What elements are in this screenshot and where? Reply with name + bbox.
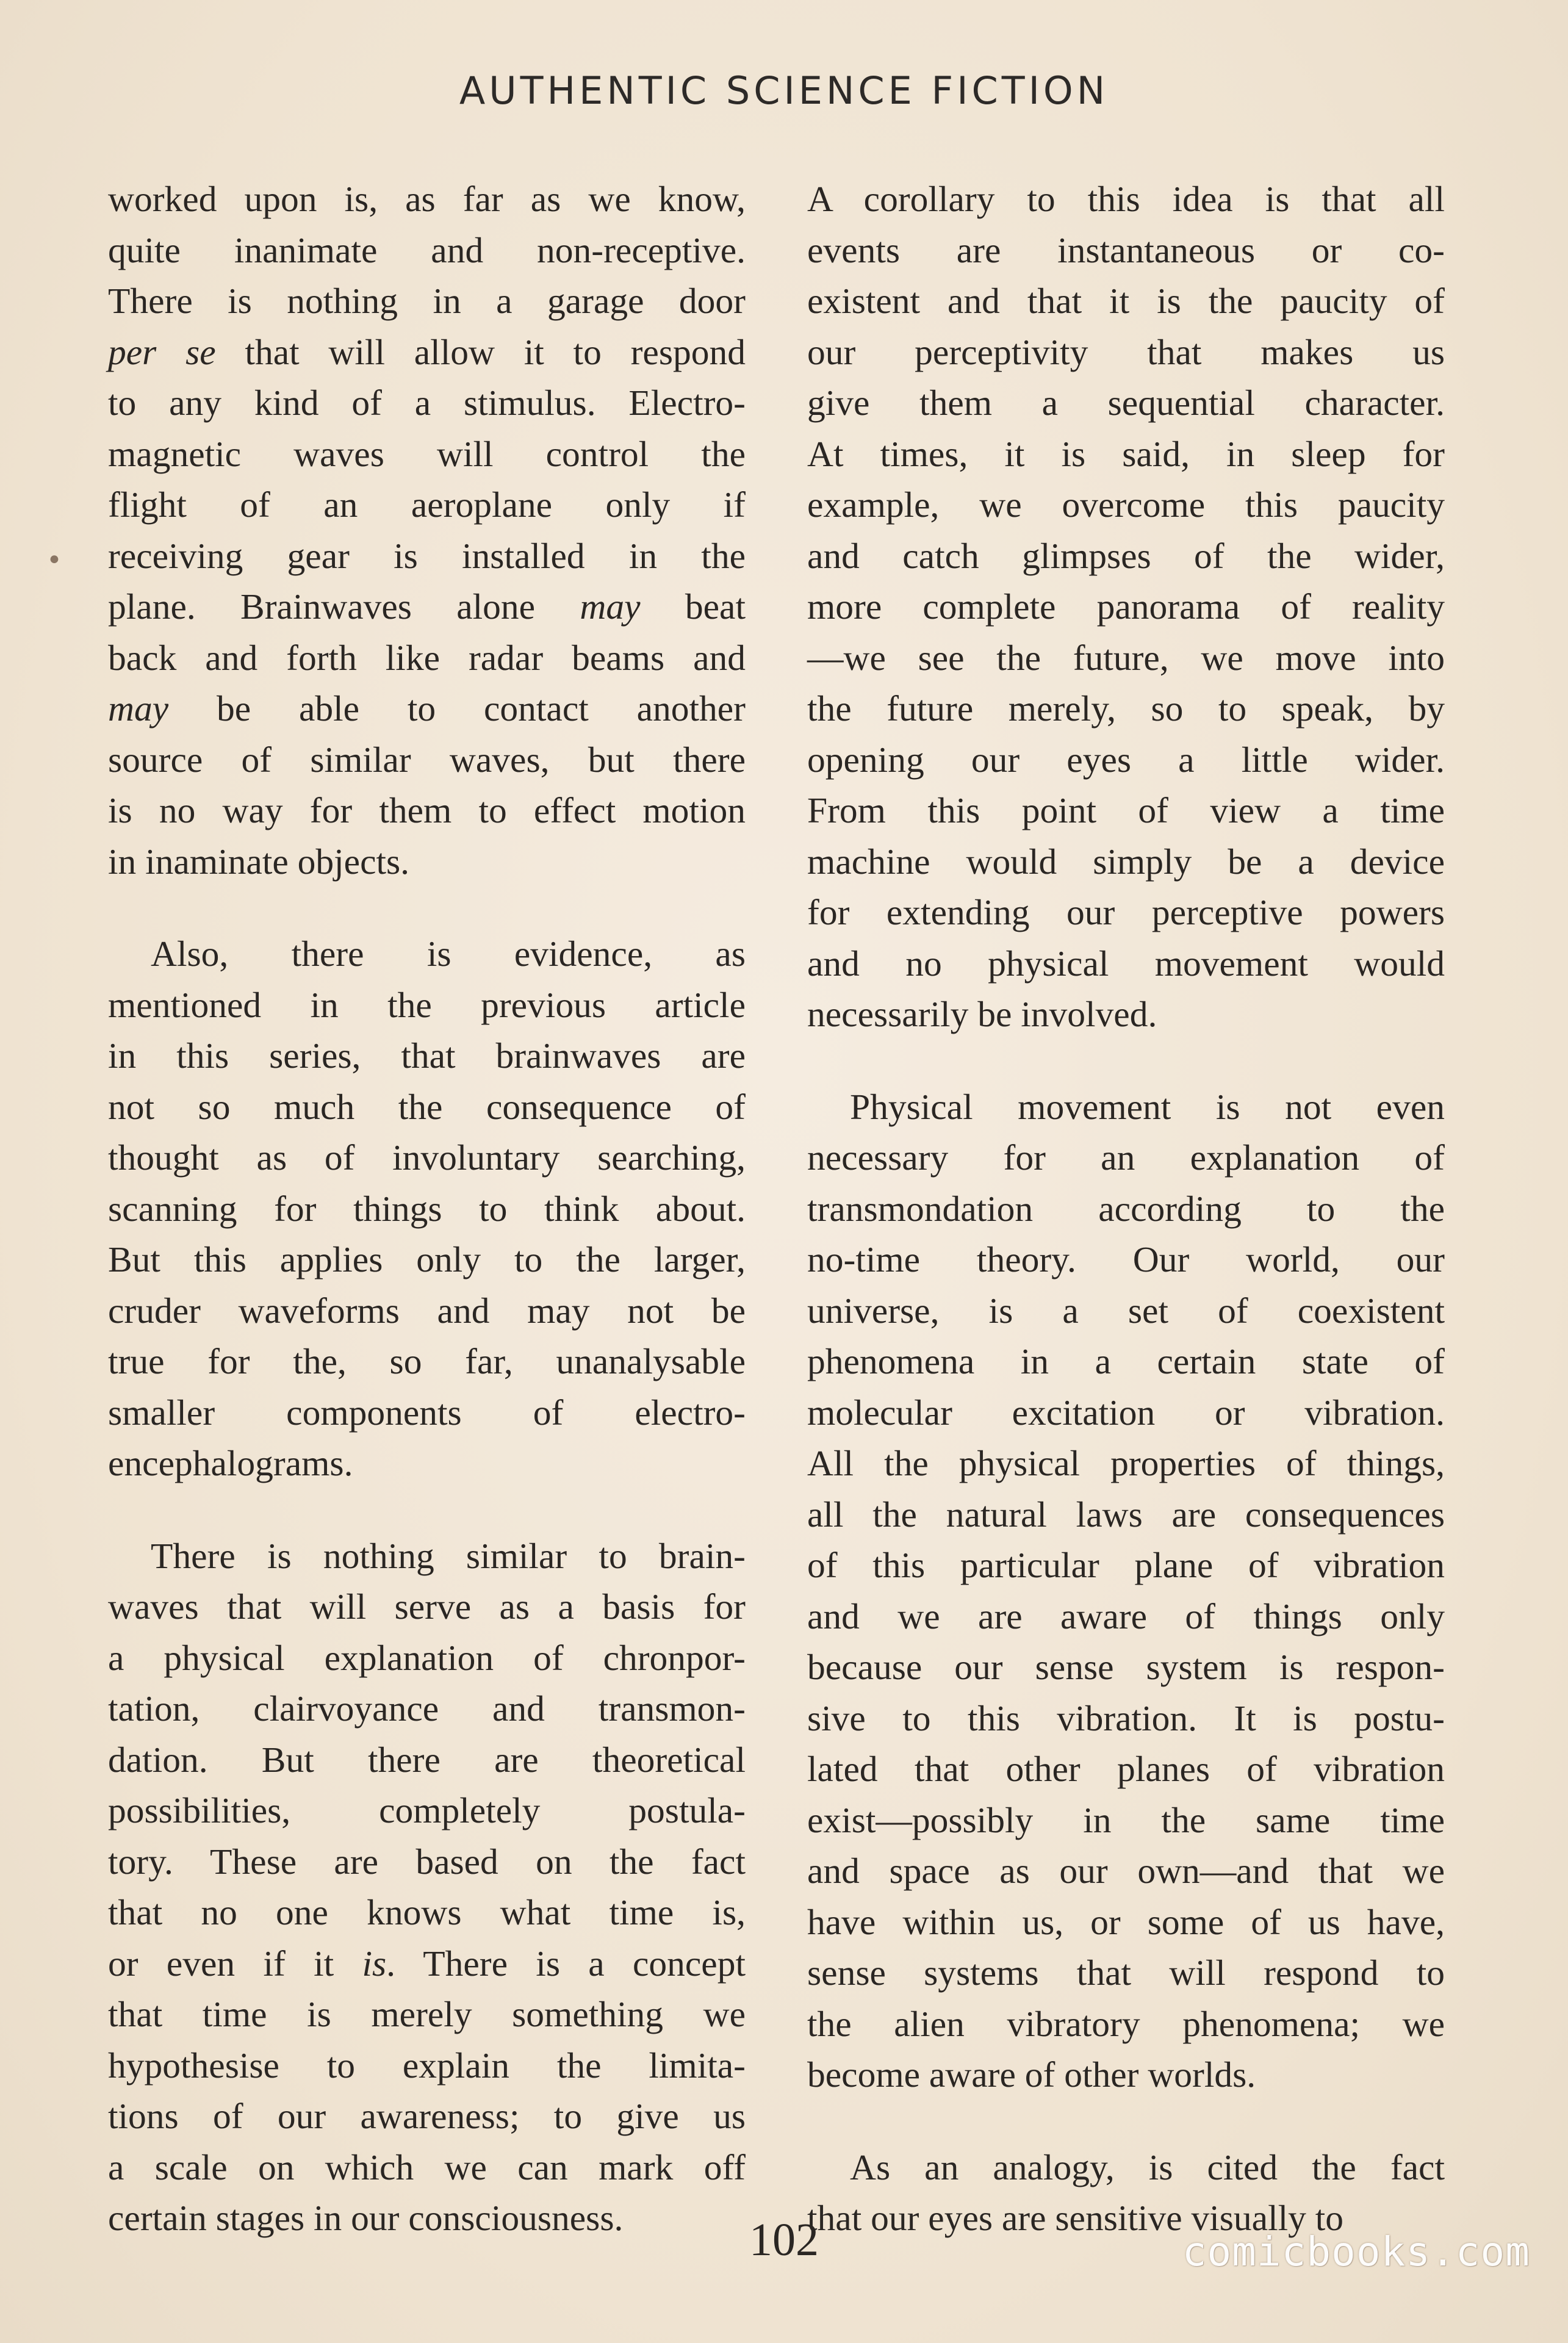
text-line: in this series, that brainwaves are — [108, 1035, 746, 1076]
text-line: and space as our own—and that we — [807, 1851, 1445, 1891]
text-line: and no physical movement would — [807, 943, 1445, 984]
text-line: As an analogy, is cited the fact — [850, 2147, 1445, 2187]
text-line: certain stages in our consciousness. — [108, 2198, 624, 2238]
text-line: sense systems that will respond to — [807, 1952, 1445, 1993]
text-line: more complete panorama of reality — [807, 586, 1445, 627]
paragraph-gap — [807, 1040, 1445, 1082]
text-line: have within us, or some of us have, — [807, 1901, 1445, 1942]
watermark-logo: comicbooks.com — [1182, 2228, 1530, 2275]
text-line: magnetic waves will control the — [108, 433, 746, 474]
text-line: lated that other planes of vibration — [807, 1749, 1445, 1789]
text-line: true for the, so far, unanalysable — [108, 1341, 746, 1381]
text-line: necessarily be involved. — [807, 994, 1157, 1034]
text-line: example, we overcome this paucity — [807, 484, 1445, 525]
text-line: scanning for things to think about. — [108, 1188, 746, 1229]
text-line: flight of an aeroplane only if — [108, 484, 746, 525]
text-line: smaller components of electro- — [108, 1392, 746, 1433]
text-line: that our eyes are sensitive visually to — [807, 2198, 1344, 2238]
text-line: hypothesise to explain the limita- — [108, 2045, 746, 2086]
text-line: the future merely, so to speak, by — [807, 688, 1445, 729]
text-line: per se that will allow it to respond — [108, 331, 746, 372]
text-line: thought as of involuntary searching, — [108, 1137, 746, 1178]
text-line: a scale on which we can mark off — [108, 2147, 746, 2187]
text-line: molecular excitation or vibration. — [807, 1392, 1445, 1433]
print-speck: • — [46, 545, 62, 576]
text-line: mentioned in the previous article — [108, 984, 746, 1025]
text-line: encephalograms. — [108, 1443, 353, 1483]
right-column — [807, 174, 1445, 2244]
text-line: At times, it is said, in sleep for — [807, 433, 1445, 474]
text-line: and catch glimpses of the wider, — [807, 535, 1445, 576]
text-line: for extending our perceptive powers — [807, 892, 1445, 932]
text-line: existent and that it is the paucity of — [807, 281, 1445, 321]
paragraph-gap — [108, 1489, 746, 1531]
text-line: receiving gear is installed in the — [108, 535, 746, 576]
text-line: may be able to contact another — [108, 688, 746, 729]
text-line: tions of our awareness; to give us — [108, 2096, 746, 2136]
text-line: tation, clairvoyance and transmon- — [108, 1688, 746, 1729]
text-line: to any kind of a stimulus. Electro- — [108, 383, 746, 423]
text-line: Also, there is evidence, as — [151, 934, 746, 974]
text-line: no-time theory. Our world, our — [807, 1239, 1445, 1279]
text-line: not so much the consequence of — [108, 1086, 746, 1127]
text-line: cruder waveforms and may not be — [108, 1290, 746, 1331]
text-line: that no one knows what time is, — [108, 1892, 746, 1932]
paragraph — [807, 174, 1445, 1040]
text-line: and we are aware of things only — [807, 1596, 1445, 1636]
running-header: AUTHENTIC SCIENCE FICTION — [459, 68, 1109, 113]
text-line: machine would simply be a device — [807, 841, 1445, 882]
paragraph-gap — [807, 2101, 1445, 2142]
text-line: tory. These are based on the fact — [108, 1841, 746, 1882]
text-line: the alien vibratory phenomena; we — [807, 2003, 1445, 2044]
text-line: There is nothing similar to brain- — [151, 1535, 746, 1576]
text-line: our perceptivity that makes us — [807, 331, 1445, 372]
text-line: exist—possibly in the same time — [807, 1799, 1445, 1840]
text-line: a physical explanation of chronpor- — [108, 1637, 746, 1678]
text-line: source of similar waves, but there — [108, 739, 746, 780]
page-number: 102 — [749, 2214, 819, 2266]
text-line: dation. But there are theoretical — [108, 1739, 746, 1780]
text-line: back and forth like radar beams and — [108, 637, 746, 678]
text-line: opening our eyes a little wider. — [807, 739, 1445, 780]
paragraph-gap — [108, 887, 746, 929]
text-line: is no way for them to effect motion — [108, 790, 746, 830]
text-line: All the physical properties of things, — [807, 1443, 1445, 1483]
text-line: of this particular plane of vibration — [807, 1545, 1445, 1585]
paragraph — [108, 174, 746, 887]
text-line: possibilities, completely postula- — [108, 1790, 746, 1830]
text-line: necessary for an explanation of — [807, 1137, 1445, 1178]
left-column — [108, 174, 746, 2244]
text-line: or even if it is. There is a concept — [108, 1943, 746, 1984]
text-line: give them a sequential character. — [807, 383, 1445, 423]
text-line: because our sense system is respon- — [807, 1647, 1445, 1687]
text-line: From this point of view a time — [807, 790, 1445, 830]
text-line: There is nothing in a garage door — [108, 281, 746, 321]
text-line: plane. Brainwaves alone may beat — [108, 586, 746, 627]
text-line: quite inanimate and non-receptive. — [108, 229, 746, 270]
text-line: sive to this vibration. It is postu- — [807, 1697, 1445, 1738]
text-line: But this applies only to the larger, — [108, 1239, 746, 1279]
text-line: —we see the future, we move into — [807, 637, 1445, 678]
text-line: worked upon is, as far as we know, — [108, 179, 746, 219]
text-line: in inaminate objects. — [108, 841, 410, 882]
text-line: phenomena in a certain state of — [807, 1341, 1445, 1381]
text-line: events are instantaneous or co- — [807, 229, 1445, 270]
text-line: transmondation according to the — [807, 1188, 1445, 1229]
text-line: A corollary to this idea is that all — [807, 179, 1445, 219]
paragraph — [807, 1082, 1445, 2101]
text-line: Physical movement is not even — [850, 1086, 1445, 1127]
paragraph — [108, 1531, 746, 2244]
paragraph — [108, 929, 746, 1489]
text-line: all the natural laws are consequences — [807, 1494, 1445, 1535]
text-line: universe, is a set of coexistent — [807, 1290, 1445, 1331]
text-line: waves that will serve as a basis for — [108, 1586, 746, 1627]
text-line: become aware of other worlds. — [807, 2054, 1256, 2095]
text-line: that time is merely something we — [108, 1994, 746, 2034]
